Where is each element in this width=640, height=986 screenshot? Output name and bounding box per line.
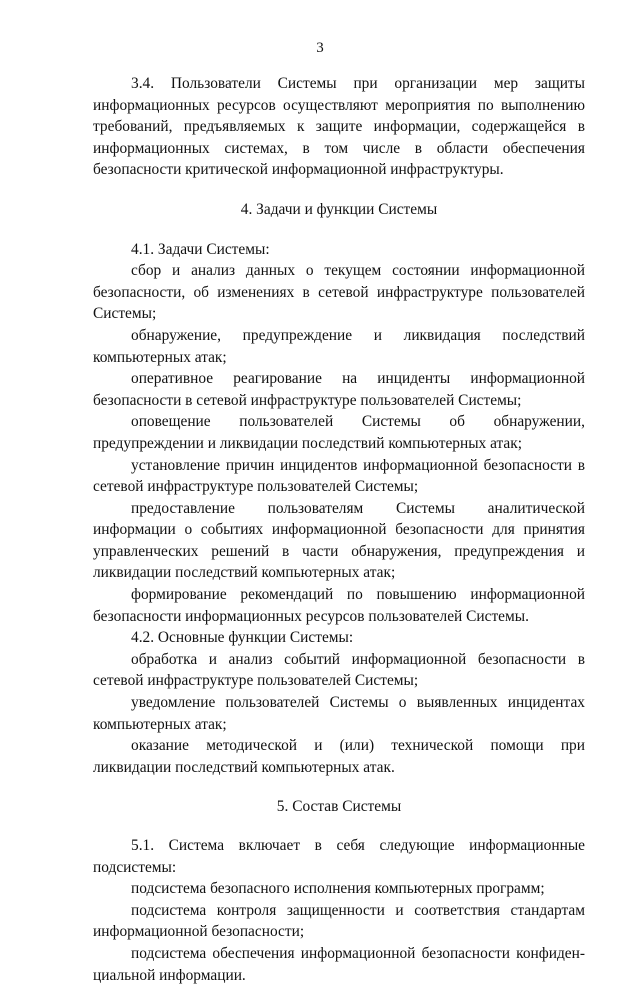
function-item: обработка и анализ событий информационной безопасности в сетевой инфраструктуре пользователей Системы; <box>93 650 585 690</box>
composition-intro: 5.1. Система включает в себя следующие информационные подсистемы: <box>93 837 585 876</box>
task-item: установление причин инцидентов информационной безопасности в сетевой инфраструктуре пользователей Системы; <box>93 456 585 496</box>
document-body <box>93 73 585 986</box>
task-item: сбор и анализ данных о текущем состоянии информационной безопасности, об изменениях в сетевой инфраструктуре пользователей Системы; <box>93 262 585 323</box>
task-item: формирование рекомендаций по повышению информационной безопасности информационных ресурсов пользователей Системы. <box>93 586 585 625</box>
subsystem-item: подсистема обеспечения информационной безопасности конфиден-циальной информации. <box>93 944 585 984</box>
paragraph-3-4: 3.4. Пользователи Системы при организации мер защиты информационных ресурсов осуществляют мероприятия по выполнению требований, предъявляемых к защите информации, содержащейся в информационных системах, в том числе в области обеспечения безопасности критической информационной инфраструктуры. <box>93 75 585 179</box>
tasks-title: 4.1. Задачи Системы: <box>131 240 270 258</box>
functions-title: 4.2. Основные функции Системы: <box>131 629 354 647</box>
function-item: уведомление пользователей Системы о выявленных инцидентах компьютерных атак; <box>93 694 585 733</box>
subsystem-item: подсистема контроля защищенности и соответствия стандартам информационной безопасности; <box>93 901 585 941</box>
task-item: оповещение пользователей Системы об обнаружении, предупреждении и ликвидации последствий компьютерных атак; <box>93 413 585 452</box>
subsystem-item: подсистема безопасного исполнения компьютерных программ; <box>131 880 545 898</box>
task-item: предоставление пользователям Системы аналитической информации о событиях информационной безопасности для принятия управленческих решений в части обнаружения, предупреждения и ликвидации последствий компьютерных атак; <box>93 499 585 582</box>
function-item: оказание методической и (или) технической помощи при ликвидации последствий компьютерных атак. <box>93 737 585 776</box>
page-number: 3 <box>316 40 324 56</box>
task-item: оперативное реагирование на инциденты информационной безопасности в сетевой инфраструктуре пользователей Системы; <box>93 370 585 409</box>
section-4-heading: 4. Задачи и функции Системы <box>240 200 438 218</box>
task-item: обнаружение, предупреждение и ликвидация последствий компьютерных атак; <box>93 326 585 366</box>
section-5-heading: 5. Состав Системы <box>276 798 402 816</box>
